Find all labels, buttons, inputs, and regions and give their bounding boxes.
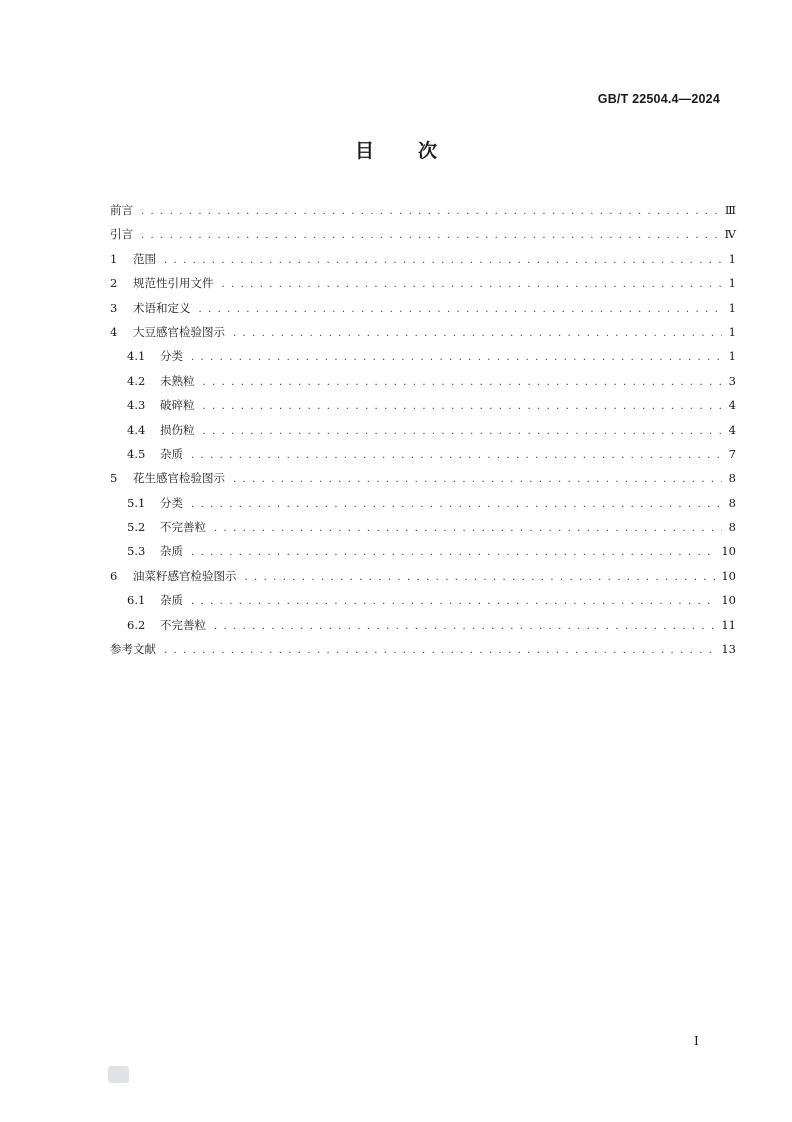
dot-leader	[141, 230, 719, 241]
dot-leader	[191, 547, 715, 558]
toc-entry[interactable]	[110, 324, 736, 348]
toc-entry[interactable]	[110, 422, 736, 446]
toc-entry-page: 8	[728, 520, 736, 535]
toc-entry-label: 破碎粒	[160, 398, 195, 413]
toc-entry[interactable]	[110, 592, 736, 616]
toc-entry-number: 6.2	[127, 617, 146, 632]
toc-entry-label: 不完善粒	[160, 520, 206, 535]
toc-entry-label: 前言	[110, 203, 133, 217]
toc-entry-page: 4	[728, 422, 736, 437]
dot-leader	[164, 255, 722, 266]
toc-entry-label: 大豆感官检验图示	[133, 324, 225, 339]
page-number: Ⅰ	[694, 1034, 699, 1048]
dot-leader	[191, 450, 722, 461]
toc-entry-number: 4	[110, 324, 118, 339]
toc-entry-page: 1	[728, 276, 736, 291]
toc-entry-number: 3	[110, 300, 118, 315]
dot-leader	[164, 645, 715, 656]
dot-leader	[214, 621, 715, 632]
toc-entry-number: 4.3	[127, 398, 146, 413]
toc-entry-number: 5.2	[127, 520, 146, 535]
toc-entry-label: 范围	[133, 251, 156, 266]
toc-entry-label: 术语和定义	[133, 300, 191, 315]
toc-entry-number: 5.1	[127, 495, 146, 510]
dot-leader	[233, 328, 722, 339]
toc-entry-label: 损伤粒	[160, 422, 195, 437]
toc-entry[interactable]	[110, 275, 736, 299]
toc-entry-page: Ⅲ	[724, 203, 736, 217]
toc-entry-page: 7	[728, 446, 736, 461]
toc-entry-number: 2	[110, 276, 118, 291]
toc-entry[interactable]	[110, 495, 736, 519]
toc-entry-page: 1	[728, 324, 736, 339]
dot-leader	[199, 304, 723, 315]
toc-entry[interactable]	[110, 348, 736, 372]
dot-leader	[203, 401, 723, 412]
toc-entry-number: 4.2	[127, 373, 146, 388]
toc-entry[interactable]	[110, 617, 736, 641]
table-of-contents	[110, 202, 736, 665]
dot-leader	[245, 572, 716, 583]
toc-entry[interactable]	[110, 300, 736, 324]
toc-entry[interactable]	[110, 568, 736, 592]
dot-leader	[222, 279, 723, 290]
toc-entry[interactable]	[110, 226, 736, 250]
toc-entry[interactable]	[110, 373, 736, 397]
toc-entry[interactable]	[110, 641, 736, 665]
toc-entry-label: 分类	[160, 495, 183, 510]
toc-entry-label: 引言	[110, 227, 133, 242]
toc-entry-page: 10	[721, 568, 736, 583]
toc-entry-label: 参考文献	[110, 642, 156, 657]
toc-entry-page: 1	[728, 251, 736, 266]
toc-entry-label: 杂质	[160, 544, 183, 559]
toc-entry-page: 11	[721, 617, 736, 632]
toc-entry-label: 杂质	[160, 593, 183, 608]
toc-entry-page: 8	[728, 495, 736, 510]
toc-entry-number: 6	[110, 568, 118, 583]
toc-entry-label: 杂质	[160, 446, 183, 461]
toc-entry-number: 4.4	[127, 422, 146, 437]
dot-leader	[191, 499, 722, 510]
toc-entry-page: 1	[728, 300, 736, 315]
sac-logo-icon	[108, 1066, 129, 1083]
toc-entry-page: 1	[728, 349, 736, 364]
standard-code: GB/T 22504.4—2024	[597, 92, 720, 106]
toc-entry[interactable]	[110, 397, 736, 421]
dot-leader	[191, 596, 715, 607]
toc-entry-page: Ⅳ	[724, 227, 736, 242]
toc-entry[interactable]	[110, 470, 736, 494]
toc-entry-label: 油菜籽感官检验图示	[133, 568, 237, 583]
dot-leader	[233, 474, 722, 485]
toc-entry-page: 8	[728, 471, 736, 486]
dot-leader	[203, 377, 723, 388]
toc-entry-number: 1	[110, 251, 118, 266]
toc-entry-page: 10	[721, 544, 736, 559]
toc-entry-number: 6.1	[127, 593, 146, 608]
toc-entry-page: 3	[728, 373, 736, 388]
toc-entry-label: 花生感官检验图示	[133, 471, 225, 486]
toc-entry-number: 5	[110, 471, 118, 486]
dot-leader	[141, 206, 719, 217]
toc-entry[interactable]	[110, 202, 736, 226]
page-title: 目次	[354, 140, 481, 162]
toc-entry-number: 5.3	[127, 544, 146, 559]
toc-entry[interactable]	[110, 543, 736, 567]
toc-entry-page: 4	[728, 398, 736, 413]
toc-entry-label: 分类	[160, 349, 183, 364]
dot-leader	[214, 523, 722, 534]
dot-leader	[191, 352, 722, 363]
toc-entry-label: 规范性引用文件	[133, 276, 214, 291]
toc-entry-label: 不完善粒	[160, 617, 206, 632]
toc-entry-label: 未熟粒	[160, 373, 195, 388]
toc-entry-number: 4.1	[127, 349, 146, 364]
toc-entry[interactable]	[110, 519, 736, 543]
dot-leader	[203, 426, 723, 437]
toc-entry[interactable]	[110, 251, 736, 275]
toc-entry-page: 13	[721, 642, 736, 657]
toc-entry-page: 10	[721, 593, 736, 608]
toc-entry-number: 4.5	[127, 446, 146, 461]
toc-entry[interactable]	[110, 446, 736, 470]
